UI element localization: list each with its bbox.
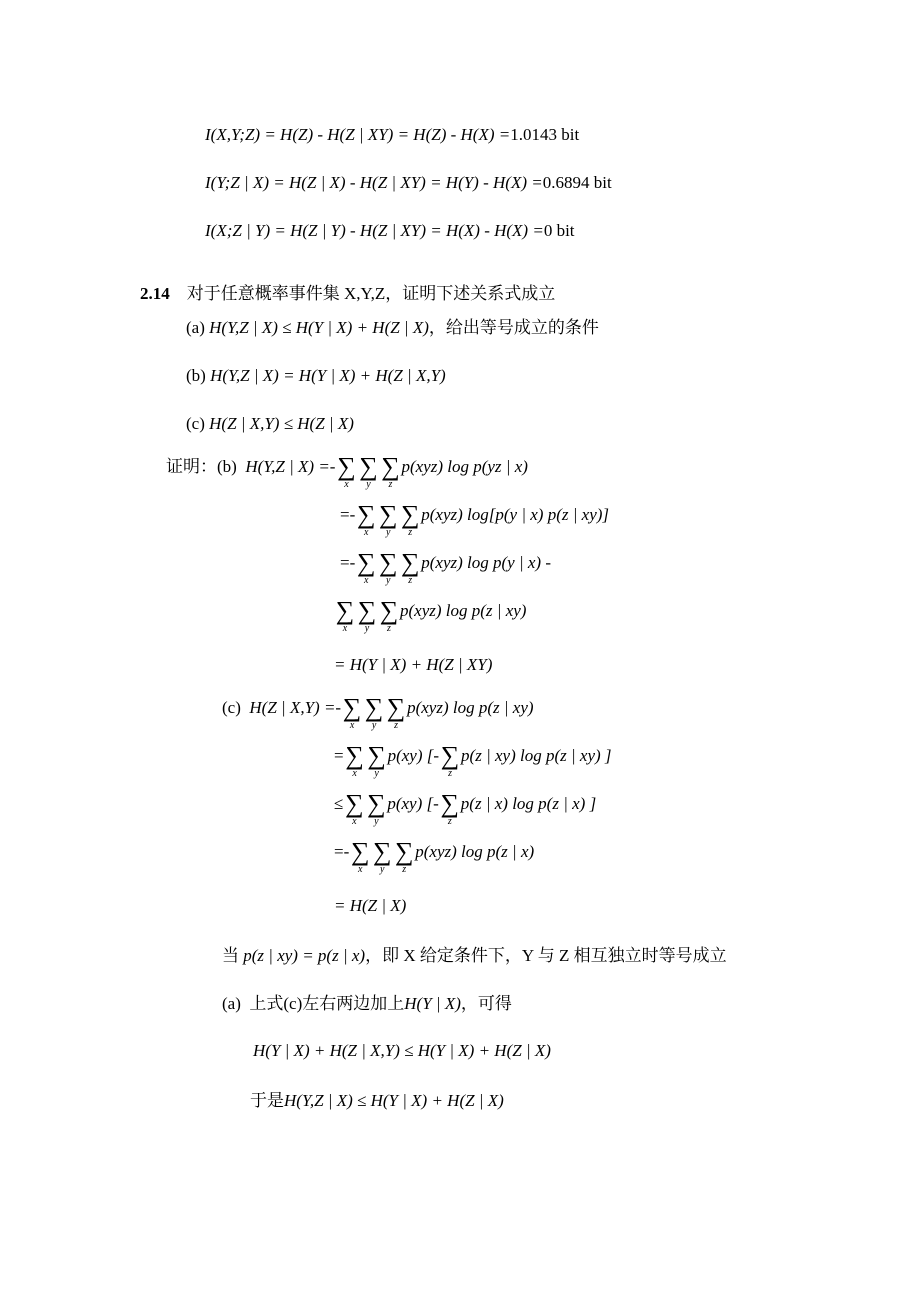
sum-index: y [386, 527, 391, 538]
sum-index: z [447, 816, 452, 827]
problem-number: 2.14 [140, 284, 170, 303]
sum-symbol: ∑ z [400, 500, 420, 538]
sum-index: y [364, 623, 370, 634]
part-b-expr: H(Y,Z | X) = H(Y | X) + H(Z | X,Y) [210, 366, 446, 385]
cond-pre: 当 [222, 946, 239, 965]
equality-condition [222, 945, 727, 967]
proof-b-line5 [334, 654, 492, 676]
sum-index: z [408, 527, 413, 538]
triple-sum [349, 837, 415, 875]
proof-b1-lhs: H(Y,Z | X) =- [245, 457, 336, 476]
sum-symbol: ∑ x [345, 789, 364, 827]
proof-b3-rhs: p(xyz) log p(y | x) - [421, 553, 551, 572]
sum-index: z [402, 864, 407, 875]
sum-index: x [364, 527, 369, 538]
sum-symbol: ∑ y [378, 548, 398, 586]
part-a-expr: H(Y,Z | X) ≤ H(Y | X) + H(Z | X) [209, 318, 429, 337]
proof-b2-rhs: p(xyz) log[p(y | x) p(z | xy)] [421, 505, 610, 524]
sum-index: y [380, 864, 385, 875]
proof-b-line3 [340, 548, 551, 586]
sum-symbol: ∑ y [372, 837, 392, 875]
proof-c-line5 [334, 895, 406, 917]
proof-c3-pre: ≤ [334, 794, 344, 813]
problem-part-c [186, 413, 354, 435]
proof-a-line2-expr: H(Y | X) + H(Z | X,Y) ≤ H(Y | X) + H(Z | X) [253, 1041, 551, 1060]
sum-symbol: ∑ x [337, 452, 356, 490]
sum-index: x [364, 575, 369, 586]
sum-index: z [448, 768, 452, 779]
triple-sum [341, 693, 407, 731]
proof-c-line4 [334, 837, 535, 875]
problem-statement: 对于任意概率事件集 X,Y,Z，证明下述关系式成立 [186, 284, 556, 303]
sum-index: z [408, 575, 413, 586]
sum-symbol: ∑ x [356, 548, 376, 586]
part-c-expr: H(Z | X,Y) ≤ H(Z | X) [209, 414, 354, 433]
sum-symbol: ∑ y [359, 452, 378, 490]
sum-symbol: ∑ x [345, 741, 364, 779]
proof-b-line4 [334, 596, 527, 634]
sum-index: z [388, 479, 393, 490]
double-sum [344, 741, 388, 779]
problem-part-b [186, 365, 446, 387]
equation-mutual-info-xz-given-y [205, 220, 575, 242]
sum-symbol: ∑ z [440, 789, 460, 827]
proof-a-final [250, 1090, 504, 1112]
eq3-lhs: I(X;Z | Y) = H(Z | Y) - H(Z | XY) = H(X) - H(X) = [205, 221, 544, 240]
sum-symbol: ∑ x [350, 837, 370, 875]
sum-index: x [352, 768, 357, 779]
proof-c-line2 [334, 741, 612, 779]
proof-c3-mid: p(xy) [- [387, 794, 439, 813]
triple-sum [334, 596, 400, 634]
sum-symbol: ∑ z [440, 741, 460, 779]
triple-sum [355, 500, 421, 538]
proof-b-line1 [166, 452, 528, 490]
proof-c-line3 [334, 789, 597, 827]
proof-c1-lhs: H(Z | X,Y) =- [249, 698, 342, 717]
part-b-label: (b) [186, 366, 206, 385]
proof-c5: = H(Z | X) [334, 896, 407, 915]
eq1-lhs: I(X,Y;Z) = H(Z) - H(Z | XY) = H(Z) - H(X) = [205, 125, 511, 144]
sum-index: x [344, 479, 349, 490]
sum-index: x [342, 623, 348, 634]
part-a-label: (a) [186, 318, 205, 337]
sum-symbol: ∑ y [378, 500, 398, 538]
proof-a-final-pre: 于是 [250, 1091, 284, 1110]
problem-heading [140, 283, 555, 305]
proof-a-text-post: ，可得 [460, 994, 512, 1013]
proof-a-line2 [253, 1040, 551, 1062]
proof-c3-rhs: p(z | x) log p(z | x) ] [460, 794, 597, 813]
sum-symbol: ∑ y [364, 693, 384, 731]
proof-intro: 证明：(b) [166, 457, 237, 476]
eq2-value: 0.6894 bit [542, 173, 612, 192]
sum-index: x [352, 816, 357, 827]
part-a-note: ，给出等号成立的条件 [428, 318, 599, 337]
proof-c4-pre: =- [334, 842, 350, 861]
sum-symbol: ∑ z [400, 548, 420, 586]
double-sum [343, 789, 387, 827]
eq2-lhs: I(Y;Z | X) = H(Z | X) - H(Z | XY) = H(Y) - H(X) = [205, 173, 543, 192]
proof-c1-rhs: p(xyz) log p(z | xy) [407, 698, 534, 717]
proof-c-label: (c) [222, 698, 241, 717]
problem-part-a [186, 317, 599, 339]
part-c-label: (c) [186, 414, 205, 433]
proof-a-final-expr: H(Y,Z | X) ≤ H(Y | X) + H(Z | X) [284, 1091, 504, 1110]
sum-index: y [366, 479, 371, 490]
proof-a-text-pre: 上式(c)左右两边加上 [249, 994, 405, 1013]
sum-index: y [371, 720, 377, 731]
sum-index: z [394, 720, 399, 731]
proof-b4-rhs: p(xyz) log p(z | xy) [400, 601, 527, 620]
proof-a-line1 [222, 993, 512, 1015]
triple-sum [355, 548, 421, 586]
proof-c2-rhs: p(z | xy) log p(z | xy) ] [461, 746, 612, 765]
proof-c2-mid: p(xy) [- [387, 746, 440, 765]
sum-symbol: ∑ x [356, 500, 376, 538]
cond-post: ，即 X 给定条件下，Y 与 Z 相互独立时等号成立 [365, 946, 727, 965]
sum-symbol: ∑ x [342, 693, 362, 731]
cond-expr: p(z | xy) = p(z | x) [243, 946, 366, 965]
sum-index: x [349, 720, 355, 731]
proof-b2-pre: =- [340, 505, 356, 524]
sum-symbol: ∑ y [367, 789, 386, 827]
eq1-value: 1.0143 bit [510, 125, 580, 144]
proof-b5: = H(Y | X) + H(Z | XY) [334, 655, 493, 674]
proof-b-line2 [340, 500, 610, 538]
sum-index: z [387, 623, 391, 634]
sum-index: y [374, 768, 379, 779]
sum-symbol: ∑ x [335, 596, 355, 634]
sum-index: y [386, 575, 391, 586]
eq3-value: 0 bit [543, 221, 575, 240]
proof-b3-pre: =- [340, 553, 356, 572]
proof-a-expr: H(Y | X) [404, 994, 461, 1013]
sum-symbol: ∑ y [367, 741, 386, 779]
sum-symbol: ∑ z [394, 837, 414, 875]
proof-b1-rhs: p(xyz) log p(yz | x) [401, 457, 528, 476]
proof-c4-rhs: p(xyz) log p(z | x) [415, 842, 535, 861]
proof-c-line1 [222, 693, 534, 731]
sum-index: y [374, 816, 379, 827]
proof-a-label: (a) [222, 994, 241, 1013]
sum-symbol: ∑ y [357, 596, 377, 634]
equation-mutual-info-yz-given-x [205, 172, 612, 194]
proof-c2-pre: = [334, 746, 344, 765]
sum-symbol: ∑ z [386, 693, 406, 731]
triple-sum [335, 452, 401, 490]
sum-index: x [358, 864, 363, 875]
sum-symbol: ∑ z [379, 596, 399, 634]
equation-mutual-info-xyz [205, 124, 579, 146]
sum-symbol: ∑ z [381, 452, 400, 490]
